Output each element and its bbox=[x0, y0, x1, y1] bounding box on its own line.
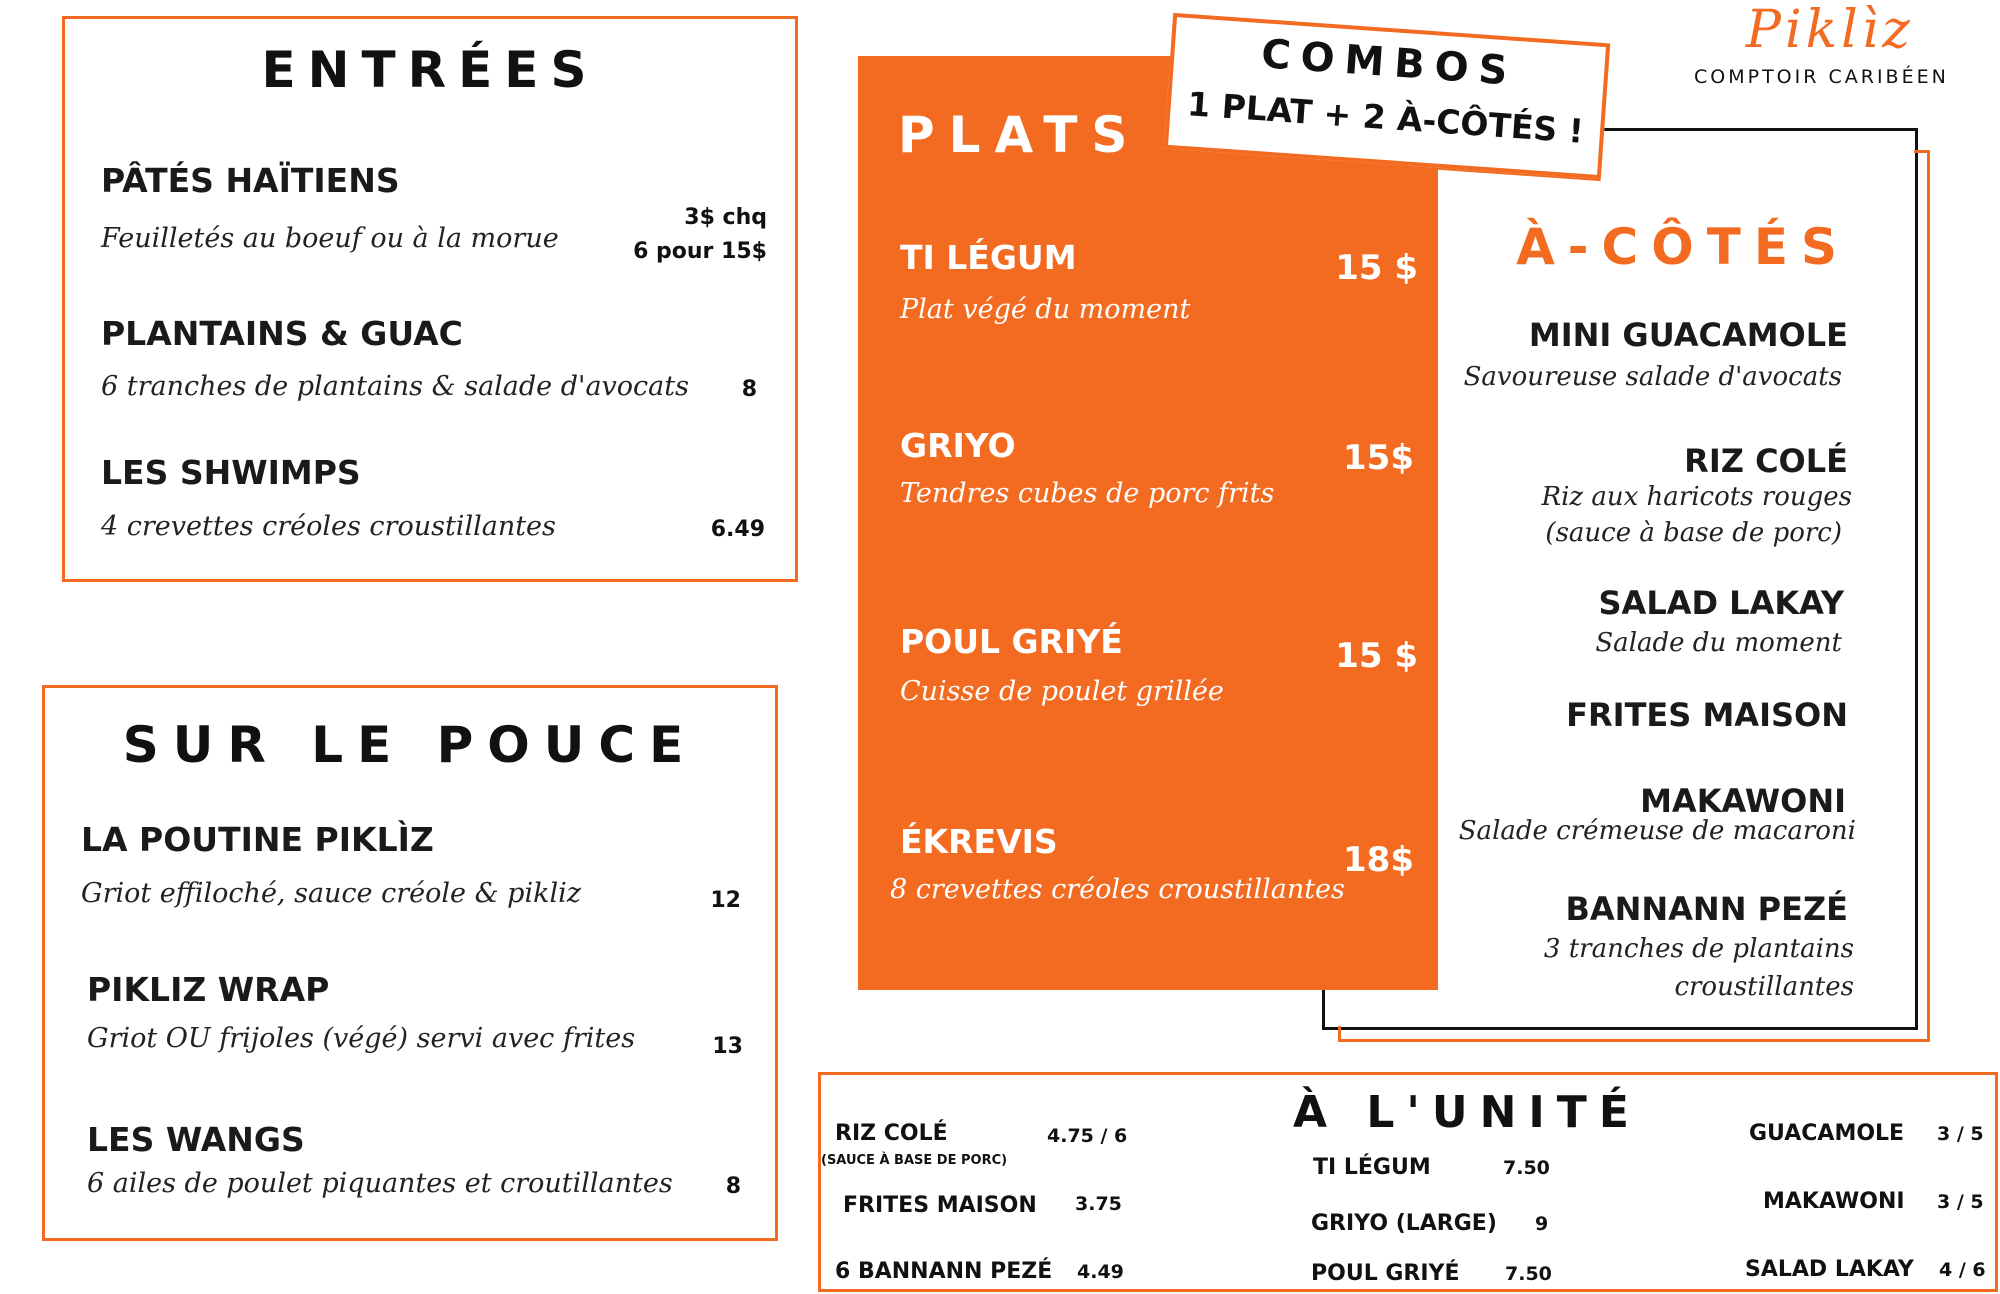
sur-le-pouce-section bbox=[42, 685, 778, 1241]
plat-price: 15$ bbox=[1343, 438, 1414, 478]
unite-item-price: 4.49 bbox=[1077, 1261, 1124, 1283]
pouce-price: 8 bbox=[725, 1174, 741, 1199]
unite-item-name: GUACAMOLE bbox=[1749, 1121, 1905, 1146]
a-cote-name: MINI GUACAMOLE bbox=[1528, 316, 1848, 354]
entrees-section bbox=[62, 16, 798, 582]
unite-item-name: 6 BANNANN PEZÉ bbox=[835, 1259, 1053, 1284]
unite-item-name: SALAD LAKAY bbox=[1745, 1257, 1914, 1282]
plat-price: 15 $ bbox=[1335, 248, 1418, 288]
unite-item-note: (SAUCE À BASE DE PORC) bbox=[821, 1153, 1008, 1168]
plat-desc: Tendres cubes de porc frits bbox=[900, 478, 1275, 509]
combos-subtitle: 1 PLAT + 2 À-CÔTÉS ! bbox=[1186, 84, 1585, 151]
entree-price: 3$ chq bbox=[684, 205, 767, 230]
a-cote-desc: Salade crémeuse de macaroni bbox=[1458, 816, 1856, 846]
plat-name: POUL GRIYÉ bbox=[900, 622, 1123, 661]
a-cote-desc: Riz aux haricots rouges bbox=[1541, 482, 1852, 512]
plat-desc: Cuisse de poulet grillée bbox=[900, 676, 1224, 707]
plat-name: GRIYO bbox=[900, 426, 1016, 465]
entree-name: PLANTAINS & GUAC bbox=[101, 314, 463, 353]
unite-item-price: 9 bbox=[1535, 1213, 1549, 1235]
unite-item-price: 7.50 bbox=[1505, 1263, 1552, 1285]
unite-item-price: 4 / 6 bbox=[1939, 1259, 1986, 1281]
plat-desc: Plat végé du moment bbox=[900, 294, 1191, 325]
sur-le-pouce-title: SUR LE POUCE bbox=[122, 716, 698, 774]
combos-title: COMBOS bbox=[1259, 31, 1519, 95]
unite-item-price: 4.75 / 6 bbox=[1047, 1125, 1128, 1147]
a-cote-name: FRITES MAISON bbox=[1566, 696, 1848, 734]
pouce-price: 12 bbox=[710, 888, 741, 913]
unite-item-name: FRITES MAISON bbox=[843, 1193, 1037, 1218]
brand-logo: Piklìz bbox=[1746, 0, 1914, 60]
plat-desc: 8 crevettes créoles croustillantes bbox=[890, 874, 1345, 905]
unite-item-name: TI LÉGUM bbox=[1313, 1155, 1431, 1180]
unite-section bbox=[818, 1072, 1998, 1292]
plat-name: ÉKREVIS bbox=[900, 822, 1058, 861]
entree-price-secondary: 6 pour 15$ bbox=[633, 239, 767, 264]
entrees-title: ENTRÉES bbox=[261, 41, 599, 99]
pouce-desc: 6 ailes de poulet piquantes et croutillantes bbox=[87, 1168, 673, 1199]
unite-item-price: 3 / 5 bbox=[1937, 1191, 1984, 1213]
unite-item-price: 3 / 5 bbox=[1937, 1123, 1984, 1145]
entree-desc: 6 tranches de plantains & salade d'avocats bbox=[101, 371, 689, 402]
a-cote-desc: Savoureuse salade d'avocats bbox=[1463, 362, 1842, 392]
plats-section bbox=[858, 56, 1438, 990]
pouce-desc: Griot OU frijoles (végé) servi avec frites bbox=[87, 1023, 636, 1054]
unite-title: À L'UNITÉ bbox=[1293, 1087, 1641, 1138]
a-cote-name: SALAD LAKAY bbox=[1598, 584, 1844, 622]
a-cote-desc-secondary: (sauce à base de porc) bbox=[1545, 518, 1842, 548]
a-cote-name: BANNANN PEZÉ bbox=[1565, 890, 1848, 928]
unite-item-price: 7.50 bbox=[1503, 1157, 1550, 1179]
a-cotes-title: À-CÔTÉS bbox=[1516, 218, 1850, 276]
unite-item-name: GRIYO (LARGE) bbox=[1311, 1211, 1497, 1236]
entree-price: 8 bbox=[741, 377, 757, 402]
pouce-name: LA POUTINE PIKLÌZ bbox=[81, 820, 434, 859]
unite-item-name: MAKAWONI bbox=[1763, 1189, 1905, 1214]
pouce-name: PIKLIZ WRAP bbox=[87, 970, 330, 1009]
a-cote-desc-secondary: croustillantes bbox=[1674, 972, 1854, 1002]
a-cote-desc: 3 tranches de plantains bbox=[1543, 934, 1854, 964]
pouce-name: LES WANGS bbox=[87, 1120, 305, 1159]
unite-item-name: POUL GRIYÉ bbox=[1311, 1261, 1460, 1286]
a-cote-name: RIZ COLÉ bbox=[1684, 442, 1848, 480]
plat-price: 15 $ bbox=[1335, 636, 1418, 676]
entree-desc: Feuilletés au boeuf ou à la morue bbox=[101, 223, 559, 254]
plat-price: 18$ bbox=[1343, 840, 1414, 880]
entree-price: 6.49 bbox=[710, 517, 765, 542]
plat-name: TI LÉGUM bbox=[900, 238, 1077, 277]
pouce-desc: Griot effiloché, sauce créole & pikliz bbox=[81, 878, 581, 909]
brand-tagline: COMPTOIR CARIBÉEN bbox=[1694, 66, 1949, 88]
a-cote-name: MAKAWONI bbox=[1640, 782, 1846, 820]
pouce-price: 13 bbox=[712, 1034, 743, 1059]
entree-name: LES SHWIMPS bbox=[101, 453, 361, 492]
entree-desc: 4 crevettes créoles croustillantes bbox=[101, 511, 556, 542]
unite-item-price: 3.75 bbox=[1075, 1193, 1122, 1215]
entree-name: PÂTÉS HAÏTIENS bbox=[101, 161, 400, 200]
plats-title: PLATS bbox=[898, 106, 1142, 164]
a-cote-desc: Salade du moment bbox=[1595, 628, 1842, 658]
unite-item-name: RIZ COLÉ bbox=[835, 1121, 948, 1146]
